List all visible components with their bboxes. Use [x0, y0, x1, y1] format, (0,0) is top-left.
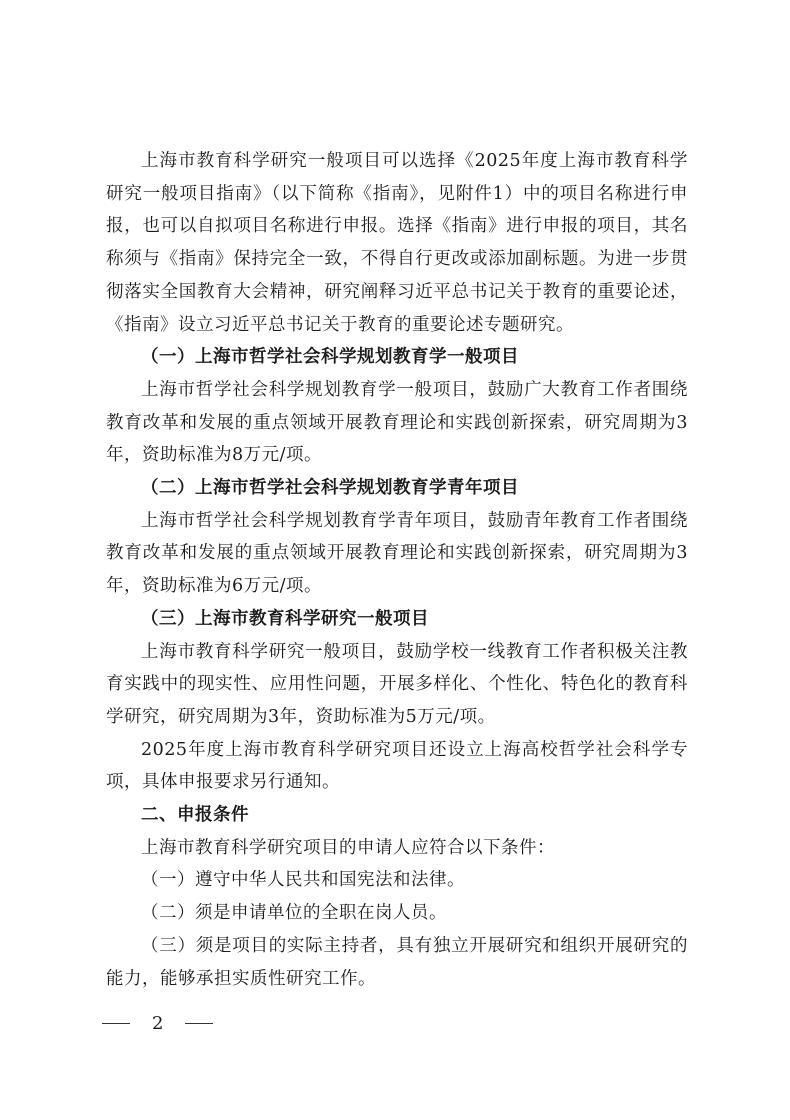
- page-number: 2: [152, 1013, 164, 1034]
- condition-item-1: （一）遵守中华人民共和国宪法和法律。: [141, 870, 465, 891]
- document-body: [106, 145, 688, 995]
- paragraph-general-project: 上海市哲学社会科学规划教育学一般项目，鼓励广大教育工作者围绕教育改革和发展的重点领域开展教育理论和实践创新探索，研究周期为3年，资助标准为8万元/项。: [106, 379, 688, 466]
- paragraph-youth-project: 上海市哲学社会科学规划教育学青年项目，鼓励青年教育工作者围绕教育改革和发展的重点领域开展教育理论和实践创新探索，研究周期为3年，资助标准为6万元/项。: [106, 510, 688, 597]
- left-dash: [102, 1023, 130, 1024]
- condition-item-2: （二）须是申请单位的全职在岗人员。: [141, 903, 447, 924]
- condition-item-3: （三）须是项目的实际主持者，具有独立开展研究和组织开展研究的能力，能够承担实质性研究工作。: [106, 935, 688, 989]
- paragraph-special-project: 2025年度上海市教育科学研究项目还设立上海高校哲学社会科学专项，具体申报要求另行通知。: [106, 739, 688, 793]
- subheading-general-project: （一）上海市哲学社会科学规划教育学一般项目: [141, 347, 519, 368]
- page-number-footer: [102, 1013, 213, 1034]
- subheading-education-science-project: （三）上海市教育科学研究一般项目: [141, 608, 429, 629]
- paragraph-conditions-intro: 上海市教育科学研究项目的申请人应符合以下条件：: [141, 837, 555, 858]
- subheading-youth-project: （二）上海市哲学社会科学规划教育学青年项目: [141, 478, 519, 499]
- right-dash: [185, 1023, 213, 1024]
- paragraph-intro: 上海市教育科学研究一般项目可以选择《2025年度上海市教育科学研究一般项目指南》（以下简称《指南》，见附件1）中的项目名称进行申报，也可以自拟项目名称进行申报。选择《指南》进行申报的项目，其名称须与《指南》保持完全一致，不得自行更改或添加副标题。为进一步贯彻落实全国教育大会精神，研究阐释习近平总书记关于教育的重要论述，《指南》设立习近平总书记关于教育的重要论述专题研究。: [106, 151, 688, 335]
- paragraph-education-science-project: 上海市教育科学研究一般项目，鼓励学校一线教育工作者积极关注教育实践中的现实性、应用性问题，开展多样化、个性化、特色化的教育科学研究，研究周期为3年，资助标准为5万元/项。: [106, 641, 688, 727]
- section-heading-conditions: 二、申报条件: [141, 805, 249, 826]
